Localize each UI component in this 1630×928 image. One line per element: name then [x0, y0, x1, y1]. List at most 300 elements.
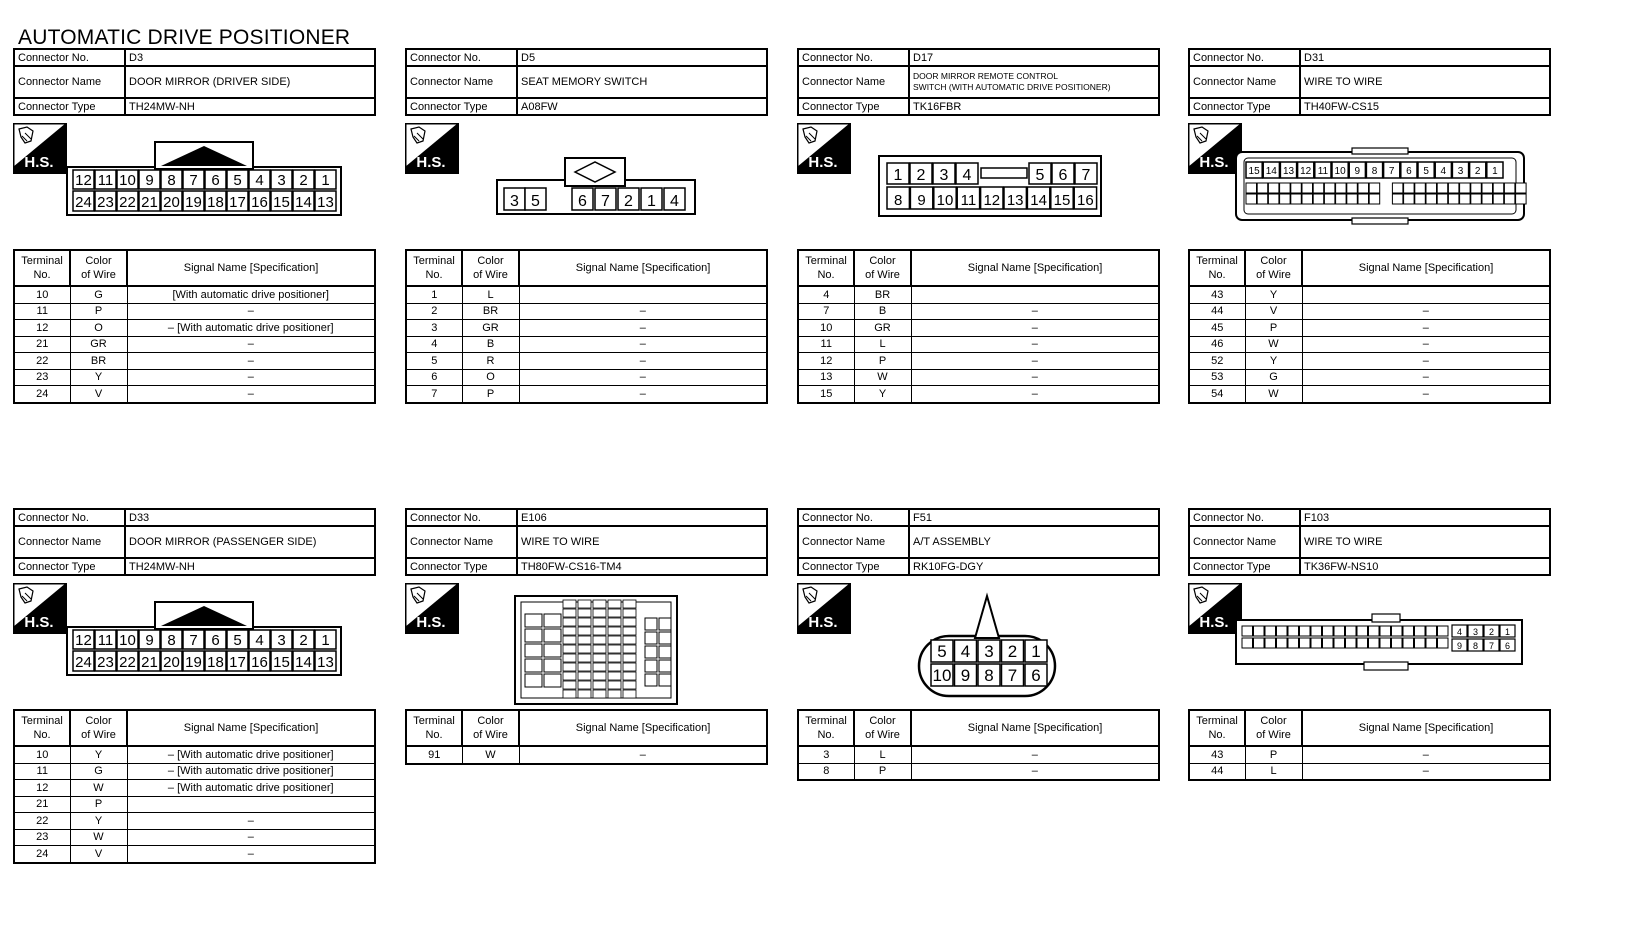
terminal-no-header: Terminal No. [1189, 710, 1245, 746]
wire-color-cell: L [854, 336, 911, 353]
hs-label: H.S. [24, 154, 54, 171]
terminal-number: 13 [317, 194, 334, 211]
terminal-number: 21 [141, 194, 158, 211]
connector-type-label: Connector Type [1189, 98, 1300, 115]
terminal-number: 12 [75, 172, 92, 189]
terminal-number: 9 [1354, 166, 1361, 177]
connector-type-value: TK36FW-NS10 [1300, 558, 1550, 575]
terminal-no-cell: 23 [14, 829, 70, 846]
terminal-no-cell: 24 [14, 846, 70, 863]
terminal-number: 11 [97, 172, 114, 189]
table-row [798, 763, 1159, 780]
connector-type-value: TH80FW-CS16-TM4 [517, 558, 767, 575]
signal-name-header: Signal Name [Specification] [911, 250, 1159, 286]
terminal-number: 9 [960, 666, 971, 685]
signal-name-cell: – [519, 303, 767, 320]
wire-color-cell: L [854, 746, 911, 763]
terminal-number: 2 [299, 172, 308, 189]
signal-name-cell [1302, 286, 1550, 303]
connector-block-d5 [405, 48, 768, 404]
connector-face-diagram [1234, 612, 1534, 682]
signal-name-header: Signal Name [Specification] [519, 710, 767, 746]
signal-name-cell: – [127, 813, 375, 830]
signal-name-cell: – [519, 746, 767, 764]
table-row [798, 386, 1159, 403]
table-row [798, 336, 1159, 353]
terminal-number: 5 [233, 632, 242, 649]
terminal-no-cell: 52 [1189, 353, 1245, 370]
color-of-wire-header: Color of Wire [1245, 250, 1302, 286]
signal-name-cell: – [127, 353, 375, 370]
signal-name-cell: – [911, 763, 1159, 780]
color-of-wire-header: Color of Wire [854, 710, 911, 746]
terminal-number: 2 [1007, 642, 1018, 661]
connector-diagram-area [13, 576, 376, 709]
color-of-wire-header: Color of Wire [462, 250, 519, 286]
terminal-number: 15 [1248, 166, 1260, 177]
terminal-no-cell: 21 [14, 796, 70, 813]
terminal-number: 10 [1334, 166, 1346, 177]
terminal-number: 15 [273, 654, 290, 671]
connector-diagram-area [405, 576, 768, 709]
table-row [406, 746, 767, 764]
terminal-number: 22 [119, 654, 136, 671]
terminal-number: 22 [119, 194, 136, 211]
terminal-number: 4 [670, 193, 679, 210]
terminal-no-cell: 6 [406, 369, 462, 386]
terminal-number: 10 [936, 192, 954, 209]
terminal-no-cell: 46 [1189, 336, 1245, 353]
wire-color-cell: BR [70, 353, 127, 370]
wire-color-cell: P [854, 353, 911, 370]
terminal-no-cell: 13 [798, 369, 854, 386]
signal-name-cell [127, 796, 375, 813]
color-of-wire-header: Color of Wire [854, 250, 911, 286]
terminal-number: 11 [960, 192, 977, 209]
terminal-number: 8 [167, 172, 176, 189]
terminal-no-cell: 91 [406, 746, 462, 764]
wire-color-cell: G [70, 286, 127, 303]
terminal-number: 1 [1031, 642, 1041, 661]
hs-label: H.S. [416, 614, 446, 631]
terminal-no-cell: 12 [798, 353, 854, 370]
connector-type-value: TH24MW-NH [125, 98, 375, 115]
wire-color-cell: W [462, 746, 519, 764]
connector-type-label: Connector Type [798, 558, 909, 575]
connector-no-label: Connector No. [798, 509, 909, 526]
terminal-no-cell: 10 [14, 746, 70, 763]
table-row [14, 369, 375, 386]
signal-name-cell: – [911, 303, 1159, 320]
terminal-number: 10 [119, 172, 136, 189]
hs-label: H.S. [808, 154, 838, 171]
terminal-no-cell: 1 [406, 286, 462, 303]
wire-color-cell: GR [854, 320, 911, 337]
terminal-number: 16 [251, 654, 268, 671]
connector-face-diagram [513, 588, 683, 713]
table-row [14, 829, 375, 846]
signal-name-cell: – [1302, 746, 1550, 763]
hs-harness-side-icon [13, 583, 67, 634]
wire-color-cell: Y [70, 813, 127, 830]
terminal-number: 7 [601, 193, 610, 210]
signal-name-cell: – [1302, 336, 1550, 353]
wire-color-cell: B [462, 336, 519, 353]
connector-name-value: A/T ASSEMBLY [909, 526, 1159, 558]
table-row [1189, 369, 1550, 386]
terminal-no-cell: 5 [406, 353, 462, 370]
table-row [798, 286, 1159, 303]
terminal-no-cell: 4 [406, 336, 462, 353]
table-row [798, 303, 1159, 320]
hs-label: H.S. [808, 614, 838, 631]
terminal-number: 12 [1300, 166, 1312, 177]
connector-no-value: D5 [517, 49, 767, 66]
connector-face-diagram [65, 600, 365, 700]
terminal-number: 9 [917, 192, 926, 209]
terminal-number: 3 [1457, 166, 1464, 177]
table-row [1189, 763, 1550, 780]
terminal-number: 7 [1007, 666, 1018, 685]
signal-name-header: Signal Name [Specification] [911, 710, 1159, 746]
terminal-number: 2 [624, 193, 633, 210]
wire-color-cell: R [462, 353, 519, 370]
terminal-table [405, 249, 768, 404]
signal-name-cell: – [911, 369, 1159, 386]
wire-color-cell: Y [70, 369, 127, 386]
signal-name-cell: – [1302, 386, 1550, 403]
table-row [14, 763, 375, 780]
terminal-number: 12 [983, 192, 1001, 209]
terminal-no-cell: 15 [798, 386, 854, 403]
connector-block-d31 [1188, 48, 1551, 404]
terminal-number: 5 [1035, 167, 1045, 184]
wire-color-cell: O [462, 369, 519, 386]
terminal-number: 6 [1031, 666, 1041, 685]
table-row [406, 320, 767, 337]
wire-color-cell: W [1245, 386, 1302, 403]
table-row [14, 353, 375, 370]
connector-block-e106 [405, 508, 768, 765]
wire-color-cell: G [1245, 369, 1302, 386]
wire-color-cell: GR [462, 320, 519, 337]
terminal-number: 6 [1406, 166, 1412, 177]
terminal-number: 3 [939, 167, 949, 184]
terminal-number: 3 [510, 193, 519, 210]
connector-type-label: Connector Type [14, 98, 125, 115]
terminal-no-cell: 11 [798, 336, 854, 353]
wire-color-cell: GR [70, 336, 127, 353]
terminal-number: 4 [255, 632, 264, 649]
signal-name-cell: – [127, 336, 375, 353]
terminal-number: 14 [1265, 166, 1277, 177]
connector-info-table [797, 48, 1160, 116]
wire-color-cell: P [462, 386, 519, 403]
wire-color-cell: L [1245, 763, 1302, 780]
terminal-no-cell: 2 [406, 303, 462, 320]
hs-label: H.S. [24, 614, 54, 631]
connector-no-value: E106 [517, 509, 767, 526]
connector-name-value: WIRE TO WIRE [517, 526, 767, 558]
terminal-number: 4 [1456, 627, 1463, 637]
terminal-number: 4 [1440, 166, 1447, 177]
connector-info-table [13, 48, 376, 116]
connector-block-d17 [797, 48, 1160, 404]
signal-name-header: Signal Name [Specification] [1302, 710, 1550, 746]
terminal-number: 18 [207, 654, 224, 671]
terminal-number: 8 [1371, 166, 1378, 177]
table-row [14, 780, 375, 797]
signal-name-cell: – [With automatic drive positioner] [127, 320, 375, 337]
connector-block-f51 [797, 508, 1160, 781]
color-of-wire-header: Color of Wire [70, 710, 127, 746]
terminal-number: 11 [97, 632, 114, 649]
terminal-number: 9 [145, 172, 154, 189]
wire-color-cell: G [70, 763, 127, 780]
connector-no-label: Connector No. [14, 49, 125, 66]
hs-harness-side-icon [13, 123, 67, 174]
terminal-number: 15 [273, 194, 290, 211]
terminal-no-cell: 7 [798, 303, 854, 320]
terminal-no-cell: 22 [14, 813, 70, 830]
terminal-number: 24 [75, 194, 92, 211]
terminal-no-cell: 12 [14, 780, 70, 797]
terminal-number: 16 [251, 194, 268, 211]
connector-name-label: Connector Name [406, 66, 517, 98]
terminal-number: 1 [1492, 166, 1498, 177]
hs-label: H.S. [416, 154, 446, 171]
connector-name-label: Connector Name [1189, 66, 1300, 98]
terminal-number: 10 [119, 632, 136, 649]
connector-name-label: Connector Name [406, 526, 517, 558]
terminal-number: 13 [1006, 192, 1024, 209]
table-row [14, 286, 375, 303]
terminal-table [1188, 709, 1551, 781]
connector-name-value: SEAT MEMORY SWITCH [517, 66, 767, 98]
signal-name-cell: – [1302, 763, 1550, 780]
terminal-number: 17 [229, 654, 246, 671]
signal-name-cell: – [519, 386, 767, 403]
terminal-number: 23 [97, 654, 114, 671]
terminal-number: 8 [1472, 641, 1479, 651]
wire-color-cell: W [70, 829, 127, 846]
terminal-no-cell: 3 [406, 320, 462, 337]
terminal-number: 13 [1282, 166, 1295, 177]
terminal-number: 4 [960, 642, 971, 661]
wire-color-cell: P [70, 303, 127, 320]
terminal-no-header: Terminal No. [14, 250, 70, 286]
connector-diagram-area [797, 576, 1160, 709]
wire-color-cell: L [462, 286, 519, 303]
terminal-number: 19 [185, 654, 202, 671]
terminal-number: 13 [317, 654, 334, 671]
connector-no-label: Connector No. [406, 509, 517, 526]
signal-name-cell [911, 286, 1159, 303]
color-of-wire-header: Color of Wire [1245, 710, 1302, 746]
signal-name-cell: – [519, 353, 767, 370]
terminal-number: 6 [1058, 167, 1068, 184]
terminal-no-cell: 11 [14, 303, 70, 320]
connector-no-label: Connector No. [14, 509, 125, 526]
terminal-number: 4 [962, 167, 972, 184]
terminal-no-cell: 4 [798, 286, 854, 303]
signal-name-cell: – [1302, 303, 1550, 320]
connector-info-table [13, 508, 376, 576]
signal-name-cell [519, 286, 767, 303]
terminal-number: 20 [163, 194, 180, 211]
connector-face-diagram [1234, 146, 1534, 226]
signal-name-cell: – [1302, 320, 1550, 337]
signal-name-cell: – [127, 386, 375, 403]
wire-color-cell: BR [462, 303, 519, 320]
connector-type-value: A08FW [517, 98, 767, 115]
connector-type-label: Connector Type [406, 558, 517, 575]
connector-name-value: WIRE TO WIRE [1300, 526, 1550, 558]
terminal-number: 3 [1472, 627, 1479, 637]
terminal-number: 2 [1474, 166, 1481, 177]
terminal-no-cell: 43 [1189, 746, 1245, 763]
terminal-number: 4 [255, 172, 264, 189]
connector-block-f103 [1188, 508, 1551, 781]
connector-type-label: Connector Type [798, 98, 909, 115]
connector-name-label: Connector Name [798, 526, 909, 558]
signal-name-cell: [With automatic drive positioner] [127, 286, 375, 303]
signal-name-header: Signal Name [Specification] [127, 250, 375, 286]
table-row [798, 353, 1159, 370]
terminal-number: 2 [299, 632, 308, 649]
table-row [14, 320, 375, 337]
terminal-number: 6 [211, 632, 220, 649]
table-row [14, 746, 375, 763]
connector-no-value: D3 [125, 49, 375, 66]
terminal-no-cell: 43 [1189, 286, 1245, 303]
signal-name-cell: – [127, 829, 375, 846]
signal-name-cell: – [519, 369, 767, 386]
terminal-no-header: Terminal No. [798, 250, 854, 286]
terminal-number: 10 [932, 666, 952, 685]
table-row [1189, 336, 1550, 353]
terminal-no-cell: 54 [1189, 386, 1245, 403]
terminal-number: 20 [163, 654, 180, 671]
terminal-no-cell: 24 [14, 386, 70, 403]
hs-label: H.S. [1199, 614, 1229, 631]
connector-face-diagram [495, 156, 705, 226]
terminal-table [13, 249, 376, 404]
terminal-number: 6 [1504, 641, 1511, 651]
table-row [1189, 746, 1550, 763]
signal-name-cell: – [519, 320, 767, 337]
terminal-number: 3 [277, 632, 286, 649]
signal-name-cell: – [911, 386, 1159, 403]
terminal-number: 6 [578, 193, 587, 210]
wire-color-cell: W [854, 369, 911, 386]
terminal-no-header: Terminal No. [406, 710, 462, 746]
terminal-no-cell: 22 [14, 353, 70, 370]
terminal-number: 2 [1488, 627, 1495, 637]
color-of-wire-header: Color of Wire [70, 250, 127, 286]
wire-color-cell: BR [854, 286, 911, 303]
signal-name-header: Signal Name [Specification] [1302, 250, 1550, 286]
page-title: AUTOMATIC DRIVE POSITIONER [18, 26, 351, 49]
terminal-number: 18 [207, 194, 224, 211]
terminal-number: 7 [189, 632, 198, 649]
connector-face-diagram [65, 140, 365, 240]
table-row [406, 386, 767, 403]
hs-harness-side-icon [405, 123, 459, 174]
terminal-no-header: Terminal No. [406, 250, 462, 286]
wire-color-cell: V [70, 386, 127, 403]
connector-name-label: Connector Name [798, 66, 909, 98]
terminal-table [797, 249, 1160, 404]
connector-no-value: D31 [1300, 49, 1550, 66]
table-row [1189, 353, 1550, 370]
table-row [1189, 386, 1550, 403]
terminal-number: 1 [647, 193, 656, 210]
connector-type-value: TK16FBR [909, 98, 1159, 115]
connector-name-value: DOOR MIRROR REMOTE CONTROL SWITCH (WITH AUTOMATIC DRIVE POSITIONER) [909, 66, 1159, 98]
terminal-no-cell: 21 [14, 336, 70, 353]
connector-name-value: WIRE TO WIRE [1300, 66, 1550, 98]
wire-color-cell: W [70, 780, 127, 797]
terminal-number: 14 [295, 654, 312, 671]
terminal-number: 14 [1030, 192, 1047, 209]
connector-name-label: Connector Name [1189, 526, 1300, 558]
connector-block-d33 [13, 508, 376, 864]
wire-color-cell: P [854, 763, 911, 780]
terminal-no-cell: 23 [14, 369, 70, 386]
table-row [798, 320, 1159, 337]
terminal-no-cell: 7 [406, 386, 462, 403]
table-row [14, 813, 375, 830]
table-row [14, 303, 375, 320]
signal-name-cell: – [1302, 369, 1550, 386]
terminal-number: 5 [937, 642, 947, 661]
wire-color-cell: Y [854, 386, 911, 403]
connector-type-value: RK10FG-DGY [909, 558, 1159, 575]
signal-name-cell: – [1302, 353, 1550, 370]
terminal-no-header: Terminal No. [798, 710, 854, 746]
terminal-number: 16 [1077, 192, 1094, 209]
table-row [406, 369, 767, 386]
terminal-number: 2 [916, 167, 926, 184]
terminal-number: 7 [1488, 641, 1495, 651]
connector-no-label: Connector No. [1189, 49, 1300, 66]
hs-harness-side-icon [797, 123, 851, 174]
connector-no-value: F103 [1300, 509, 1550, 526]
terminal-no-cell: 45 [1189, 320, 1245, 337]
terminal-number: 8 [984, 666, 994, 685]
connector-diagram-area [797, 116, 1160, 249]
terminal-no-cell: 8 [798, 763, 854, 780]
connector-no-label: Connector No. [1189, 509, 1300, 526]
connector-type-value: TH24MW-NH [125, 558, 375, 575]
terminal-no-cell: 3 [798, 746, 854, 763]
connector-info-table [405, 48, 768, 116]
terminal-number: 19 [185, 194, 202, 211]
connector-type-label: Connector Type [1189, 558, 1300, 575]
terminal-no-header: Terminal No. [1189, 250, 1245, 286]
terminal-number: 9 [1456, 641, 1463, 651]
terminal-table [1188, 249, 1551, 404]
connector-info-table [1188, 508, 1551, 576]
terminal-no-cell: 53 [1189, 369, 1245, 386]
terminal-no-cell: 11 [14, 763, 70, 780]
connector-diagram-area [1188, 116, 1551, 249]
table-row [1189, 320, 1550, 337]
connector-type-label: Connector Type [14, 558, 125, 575]
terminal-number: 15 [1053, 192, 1071, 209]
connector-name-label: Connector Name [14, 526, 125, 558]
